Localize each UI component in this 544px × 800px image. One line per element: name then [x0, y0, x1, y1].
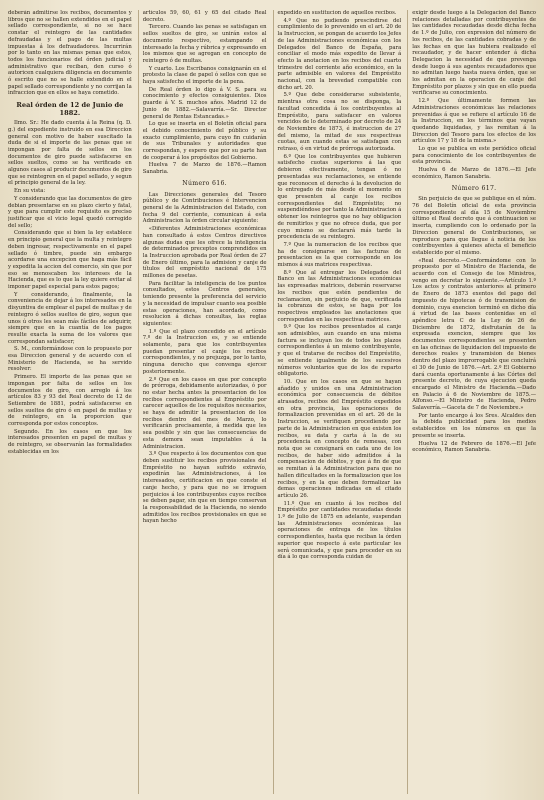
paragraph: Y considerando, finalmente, la conveniencia de dejar á los interesados en la disyuntiva de emplear el papel de multas y de reintegro ó sellos sueltos de giro, segun que unos ú otros les sean más fáciles de adquirir, siempre que en la cuantía de los pagos resulte exacta la suma de los valores que correspondan satisfacer;	[8, 291, 132, 345]
column-3	[273, 10, 402, 794]
paragraph: Huelva 7 de Marzo de 1876.—Ramon Sanabria.	[142, 162, 267, 176]
paragraph: Por tanto encargo á los Sres. Alcaldes den la debida publicidad para los medios establecidos en los números en que la presente se inserta.	[412, 412, 536, 439]
paragraph: 5.º Que debe considerarse subsistente, mientras otra cosa no se disponga, la facultad concedida á los contribuyentes al Empréstito, para satisfacer en valores vencidos de lo determinado por decreto de 24 de Noviembre de 1873, é instruccion de 27 del mismo, la mitad de sus respectivas cuotas, aun cuando estas se satisfagan con retraso, ó en virtud de prórroga autorizada.	[277, 92, 402, 153]
column-1	[8, 10, 132, 794]
paragraph: 2.º Que en los casos en que por concepto de prórroga, debidamente autorizadas, ó por no estar hecha antes la presentacion de los recibos correspondientes al Empréstito por carecer aquellos de los requisitos necesarios, se haya de admitir la presentacion de los recibos dentro del mes de Marzo, lo verificarán precisamente, á medida que les sea posible y sin que las consecuencias de esta demora sean imputables á la Administracion.	[142, 376, 267, 450]
column-4	[407, 10, 536, 794]
paragraph: «Real decreto.—Conformándome con lo propuesto por el Ministro de Hacienda, de acuerdo con el Consejo de los Ministros, vengo en decretar lo siguiente.—Artículo 1.º Los actos y contratos anteriores al primero de Enero de 1873 exentos del pago del impuesto de hipotecas ó de transmision de dominio, cuya exencion terminó en dicho día á virtud de las bases contenidas en el apéndice letra C de la Ley de 26 de Diciembre de 1872, disfrutarán de la expresada exencion, siempre que los documentos correspondientes se presenten en las oficinas de liquidacion del impuesto de derechos reales y transmision de bienes dentro del plazo improrrogable que concluirá el 30 de Junio de 1876.—Art. 2.º El Gobierno dará cuenta oportunamente á las Córtes del presente decreto, de cuya ejecucion queda encargado el Ministro de Hacienda.—Dado en Palacio á 6 de Noviembre de 1875.—Alfonso.—El Ministro de Hacienda, Pedro Salaverría.—Gaceta de 7 de Noviembre.»	[412, 257, 536, 412]
notice-number: Número 617.	[451, 184, 497, 192]
paragraph: Lo que se publica en este periódico oficial para conocimiento de los contribuyentes de esta provincia.	[412, 146, 536, 166]
paragraph: De Real órden lo digo á V. S. para su conocimiento y efectos consiguientes. Dios guarde á V. S. muchos años. Madrid 12 de Junio de 1882.—Salavarría.—Sr. Director general de Rentas Estancadas.»	[142, 86, 267, 120]
notice-number: Número 616.	[182, 179, 227, 187]
column-2	[138, 10, 267, 794]
paragraph: 6.º Que los contribuyentes que hubieren satisfecho cuotas superiores á las que debieron efectivamente, tengan ó no presentadas sus reclamaciones, se entiende que reconocen el derecho á la devolucion de lo entregado de más desde el momento en que presenten al canje los recibos correspondientes del Empréstito; no suspendiéndose por tanto la Administracion á obtener los reintegros que no hay obligacion de remitirlos y que no ofrece duda, que por cuyo mismo se declarará más tarde la procedencia de su reintegro.	[277, 153, 402, 241]
paragraph: 8.º Que al entregar los Delegados del Banco en las Administraciones económicas las expresadas matrices, deberán reservarse los recibos que estén pendientes de reclamacion, sin perjuicio de que, verificada la cobranza de estos, se haga por los respectivos empleados las anotaciones que correspondan en las respectivas matrices.	[277, 269, 402, 323]
paragraph: En su vista:	[14, 188, 46, 195]
paragraph: Y considerando que las documentos de giro debian presentarse en su plazo cierto y fatal, y que para cumplir este requisito es preciso justificar que el vicio legal quedó corregido del sello;	[8, 195, 132, 229]
paragraph: 3.º Que respecto á los documentos con que deben sustituir los recibos provisionales del Empréstito no hayan sufrido extravío, expedirán las Administraciones, á los interesados, certificacion en que conste el canje hecho, y para que no se irroguen perjuicios á los contribuyentes cuyos recibos se deben pagar, sin que en tiempo conservan la responsabilidad de la Hacienda, no siendo admitidos los recibos provisionales en que se hayan hecho	[142, 451, 267, 525]
paragraph: 11.º Que en cuanto á los recibos del Empréstito por cantidades recaudadas desde 1.º de Julio de 1875 en adelante, suspendan las Administraciones económicas las operaciones de entrega de los títulos correspondientes, hasta que reciban la órden superior que respecto á este particular les será comunicada, y que para proceder en su día á lo que corresponda cuidan de	[277, 500, 402, 561]
paragraph: Tercero. Cuando las penas se satisfagan en sellos sueltos de giro, se unirán estos al documento respectivo, estampando el interesado la fecha y rúbrica y expresando en los mismos que se agregan en concepto de reintegro ó de multas.	[142, 24, 267, 64]
paragraph: Segundo. En los casos en que los interesados presenten en papel de multas y de reintegro, se observarán las formalidades establecidas en los	[8, 428, 132, 455]
paragraph: 7.º Que la numeracion de los recibos que ha de consignarse en las facturas de presentacion es la que corresponde en los mismos á sus matrices respectivas.	[277, 241, 402, 269]
paragraph: 9.º Que los recibos presentados al canje son admisibles, aun cuando en una misma factura se incluyan los de todos los plazos correspondientes á un mismo contribuyente, y que el tratarse de recibos del Empréstito, se entiende igualmente de los sucesivos números voluntarios que de los de reparto obligatorio.	[277, 324, 402, 378]
paragraph: «Diferentes Administraciones económicas han consultado á estos Centros directivos algunas dudas que les ofrece la inteligencia de determinados preceptos comprendidos en la Instruccion aprobada por Real órden de 27 de Enero último, para la admision y canje de títulos del empréstito nacional de 175 millones de pesetas.	[142, 226, 267, 280]
paragraph: Primero. El importe de las penas que se impongan por falta de sellos en los documentos de giro, con arreglo á los artículos 83 y 93 del Real decreto de 12 de Setiembre de 1881, podrá satisfacerse en sellos sueltos de giro ó en papel de multas y de reintegro, en la proporcion que corresponda por estos conceptos.	[8, 374, 132, 428]
paragraph: Las Direcciones generales del Tesoro público y de Contribuciones é Intervencion general de la Administracion del Estado, con fecha 9 del corriente, comunican á esta Administracion la órden circular siguiente:	[142, 191, 267, 225]
paragraph: artículos 59, 60, 61 y 65 del citado Real decreto.	[142, 10, 267, 23]
paragraph: Ilmo. Sr.: He dado cuenta á la Reina (q. D. g.) del expediente instruido en esa Direccion general con motivo de haber suscitado la duda de si el importe de las penas que se impongan por falta de sellos en los documentos de giro puede satisfacerse en sellos sueltos, como se ha verificado en algunos casos al producir documentos de giro que se reintegren en el papel sellado, y segun el principio general de la ley.	[8, 120, 132, 187]
paragraph: exigir desde luego á la Delegacion del Banco relaciones detalladas por contribuyentes de las cantidades recaudadas desde dicha fecha de 1.º de Julio, con expresion del número de los recibos, de las cantidades cobradas y de las fechas en que las hubiera realizado el recaudador, y de hacer entender á dicha Delegacion la necesidad de que prevenga desde luego á sus agentes recaudadores que no admitan luego hasta nueva órden, que se los admitan en la operacion de canje del Empréstito por plazos y sin que en ello pueda verificarse su conocimiento.	[412, 10, 536, 97]
paragraph: 1.º Que el plazo concedido en el artículo 7.º de la Instruccion es, y se entiende solamente, para que los contribuyentes puedan presentar el canje los recibos correspondientes, y no prejuzga, por lo tanto, ninguna derecho que convenga ejercer posteriormente.	[142, 328, 267, 375]
paragraph: Y cuarto. Los Escribanos consignarán en el protesto la clase de papel ó sellos con que se haya satisfecho el importe de la pena.	[142, 65, 267, 86]
paragraph: deberán admitirse los recibos, documentos y libros que no se hallen extendidos en el papel sellado correspondiente, si no se hace constar el reintegro de las cantidades defraudadas y el pago de las multas impuestas á los defraudadores. Incurrirán por lo tanto en las mismas penas que estos, todos los funcionarios del órden judicial y administrativo que reciban, den curso ó autoricen cualquiera diligencia en documento ó escrito que no se halle extendido en el papel sellado correspondiente y no corrijan la infraccion que en ellos se haya cometido.	[8, 10, 132, 97]
paragraph: 10. Que en los casos en que se hayan añadido y unidos en una Administracion económica por consecuencia de débitos atrasados, recibos del Empréstito expedidos en otra provincia, las operaciones de formalizacion prevenidas en el art. 26 de la Instruccion, se verifiquen procediendo por parte de la Administracion en que existen los recibos, su data y carta á la de su procedencia en concepto de remesas, con nota que se consignará en cada uno de los recibos, de haber sido admitidos á la compensacion de débitos, y que á fin de que se remitan á la Administracion para que no hallen dificultades en la formalizacion que los recibos, y en la que deben formalizar las demas operaciones indicadas en el citado artículo 26.	[277, 378, 402, 499]
paragraph: Para facilitar la inteligencia de los puntos consultados, estos Centros generales, teniendo presente la preferencia del servicio y la necesidad de impulsar cuanto sea posible estas operaciones, han acordado, como resolucion á dichas consultas, las reglas siguientes:	[142, 280, 267, 327]
paragraph: Sin perjuicio de que se publique en el núm. 76 del Boletín oficial de esta provincia correspondiente al día 15 de Noviembre último el Real decreto que á continuacion se inserta, cumpliendo con lo ordenado por la Direccion general de Contribuciones, se reproduce para que llegue á noticia de los contribuyentes á quienes afecta el beneficio establecido por el mismo.	[412, 196, 536, 256]
paragraph: Lo que se inserta en el Boletín oficial para el debido conocimiento del público y su exacto cumplimiento, para cuyo fin cuidarán de sus Tribunales y autoridades que correspondan, y espero que por su parte han de cooperar á los propósitos del Gobierno.	[142, 121, 267, 161]
paragraph: Considerando que si bien la ley establece en principio general que la multa y reintegro deben ingresar, respectivamente en el papel sellado ó timbre, puede sin embargo acordarse una excepcion que haga más fácil y expedita la accion del comercio, sin que por eso se menoscaben los intereses de la Hacienda, que es lo que la ley quiere evitar al imponer papel especial para estos pagos;	[8, 230, 132, 291]
paragraph: expedido en sustitucion de aquellos recibos.	[277, 10, 397, 16]
paragraph: S. M., conformándose con lo propuesto por esa Direccion general y de acuerdo con el Ministerio de Hacienda, se ha servido resolver:	[8, 346, 132, 373]
paragraph: 4.º Que no pudiendo prescindirse del cumplimiento de lo prevenido en el art. 20 de la Instruccion, se pongan de acuerdo los Jefes de las Administraciones económicas con los Delegados del Banco de España, para conciliar el modo más expedito de llevar á efecto la anotacion en los recibos del cuarto trimestre del corriente año económico, en la parte admisible en valores del Empréstito nacional, con la brevedad compatible con dicho art. 20.	[277, 17, 402, 91]
columns	[8, 10, 536, 794]
section-heading: Real órden de 12 de Junio de 1882.	[16, 101, 124, 118]
paragraph: Huelva 12 de Febrero de 1876.—El Jefe económico, Ramon Sanabria.	[412, 440, 536, 454]
paragraph: Huelva 6 de Marzo de 1876.—El Jefe económico, Ramon Sanabria.	[412, 167, 536, 180]
paragraph: 12.º Que últimamente formen las Administraciones económicas las relaciones prevenidas á que se refiere el artículo 16 de la Instruccion, en los términos que vayan quedando liquidadas, y las remitan á la Direccion del Tesoro para los efectos de los artículos 17 y 18 de la misma.»	[412, 98, 536, 145]
